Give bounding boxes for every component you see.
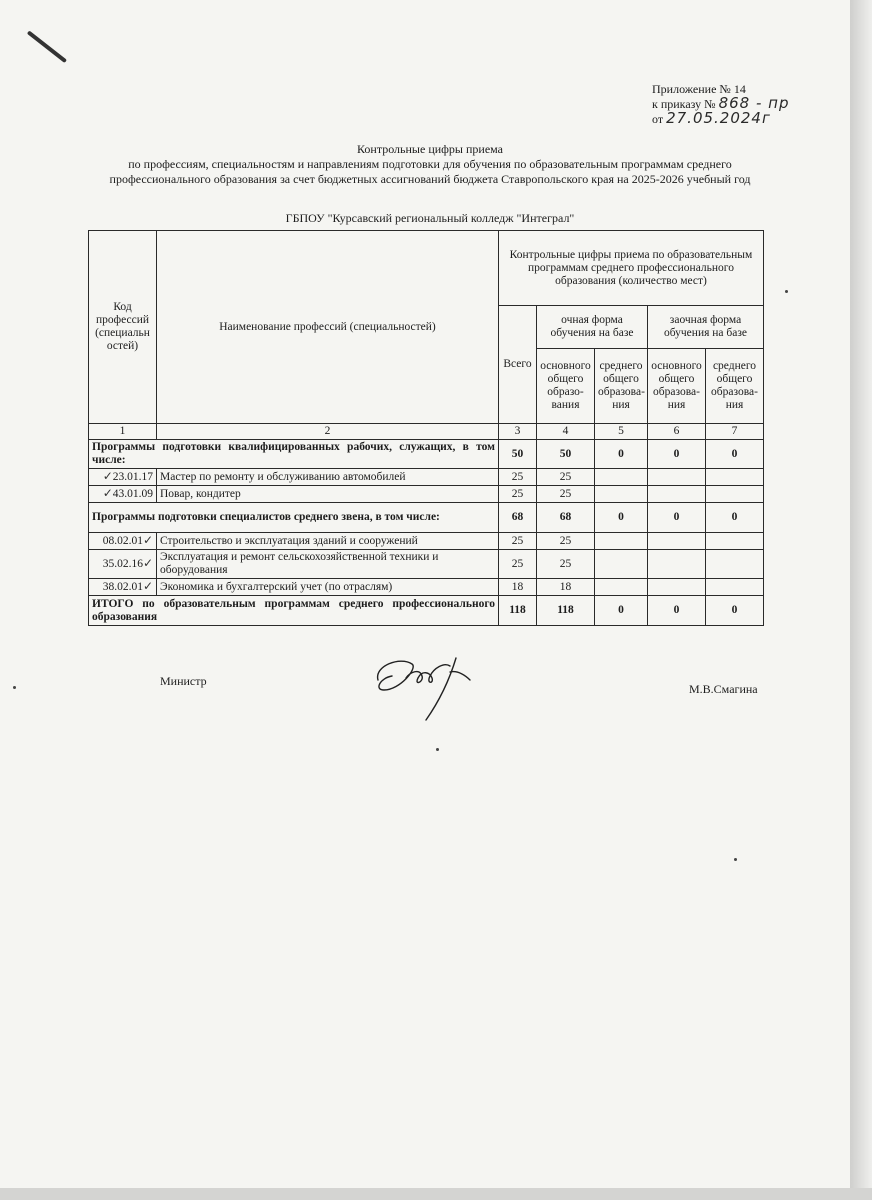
row-empty-cell (595, 550, 648, 579)
column-number: 2 (157, 424, 499, 440)
scan-speck (785, 290, 788, 293)
appendix-number: Приложение № 14 (652, 82, 746, 96)
header-fulltime: очная форма обучения на базе (537, 306, 648, 349)
total-fulltime-secondary: 0 (595, 596, 648, 626)
profession-code (89, 533, 157, 550)
row-empty-cell (706, 486, 764, 503)
header-fulltime-basic: основного общего образо- вания (537, 349, 595, 424)
row-empty-cell (648, 486, 706, 503)
total-parttime-secondary: 0 (706, 596, 764, 626)
group-total: 50 (499, 440, 537, 469)
title-line-2: по профессиям, специальностям и направлениям подготовки для обучения по образовательным программам среднего (128, 157, 732, 171)
row-total: 25 (499, 469, 537, 486)
profession-code (89, 469, 157, 486)
header-code: Код профессий (специальн остей) (89, 231, 157, 424)
check-mark-icon: ✓ (142, 533, 153, 547)
code-text: 43.01.09 (112, 488, 153, 500)
total-all: 118 (499, 596, 537, 626)
group-label: Программы подготовки специалистов среднего звена, в том числе: (89, 503, 499, 533)
header-parttime: заочная форма обучения на базе (648, 306, 764, 349)
row-empty-cell (648, 550, 706, 579)
row-empty-cell (595, 469, 648, 486)
specialty-name: Строительство и эксплуатация зданий и сооружений (157, 533, 499, 550)
profession-code (89, 486, 157, 503)
header-fulltime-secondary: среднего общего образова- ния (595, 349, 648, 424)
row-total: 25 (499, 486, 537, 503)
column-number: 7 (706, 424, 764, 440)
profession-name: Повар, кондитер (157, 486, 499, 503)
check-mark-icon: ✓ (102, 469, 113, 483)
row-fulltime-basic: 25 (537, 533, 595, 550)
specialty-name: Экономика и бухгалтерский учет (по отраслям) (157, 579, 499, 596)
code-text: 23.01.17 (112, 471, 153, 483)
check-mark-icon: ✓ (142, 579, 153, 593)
group-fulltime-basic: 68 (537, 503, 595, 533)
scan-speck (13, 686, 16, 689)
date-prefix: от (652, 112, 664, 126)
header-parttime-basic: основного общего образова- ния (648, 349, 706, 424)
group-fulltime-secondary: 0 (595, 503, 648, 533)
check-mark-icon: ✓ (142, 556, 153, 570)
column-number: 1 (89, 424, 157, 440)
order-number: 868 - пр (718, 94, 790, 112)
row-empty-cell (595, 533, 648, 550)
row-empty-cell (648, 469, 706, 486)
table-row (89, 486, 764, 503)
row-empty-cell (595, 486, 648, 503)
row-total: 25 (499, 533, 537, 550)
column-number: 5 (595, 424, 648, 440)
group-parttime-basic: 0 (648, 503, 706, 533)
code-text: 38.02.01 (102, 581, 143, 593)
total-parttime-basic: 0 (648, 596, 706, 626)
date-line (652, 111, 790, 126)
row-empty-cell (595, 579, 648, 596)
row-empty-cell (706, 469, 764, 486)
group-parttime-secondary: 0 (706, 503, 764, 533)
table-row (89, 533, 764, 550)
signatory-position: Министр (160, 674, 207, 688)
column-number: 4 (537, 424, 595, 440)
group-total: 68 (499, 503, 537, 533)
code-text: 08.02.01 (102, 535, 143, 547)
table-row (89, 469, 764, 486)
row-empty-cell (706, 533, 764, 550)
appendix-block (652, 82, 790, 126)
scan-edge-bottom (0, 1188, 872, 1200)
organization-name: ГБПОУ "Курсавский региональный колледж "Интеграл" (285, 211, 575, 225)
table-row (89, 579, 764, 596)
document-title (90, 142, 770, 187)
group-parttime-secondary: 0 (706, 440, 764, 469)
row-empty-cell (648, 579, 706, 596)
header-parttime-secondary: среднего общего образова- ния (706, 349, 764, 424)
specialty-name: Эксплуатация и ремонт сельскохозяйственной техники и оборудования (157, 550, 499, 579)
table-row (89, 550, 764, 579)
group-label: Программы подготовки квалифицированных рабочих, служащих, в том числе: (89, 440, 499, 469)
row-empty-cell (706, 579, 764, 596)
group-fulltime-secondary: 0 (595, 440, 648, 469)
profession-name: Мастер по ремонту и обслуживанию автомобилей (157, 469, 499, 486)
scan-edge-right (850, 0, 872, 1200)
row-fulltime-basic: 25 (537, 486, 595, 503)
order-prefix: к приказу № (652, 97, 716, 111)
row-empty-cell (706, 550, 764, 579)
order-date: 27.05.2024г (666, 109, 771, 127)
row-total: 25 (499, 550, 537, 579)
column-number: 3 (499, 424, 537, 440)
scan-speck (436, 748, 439, 751)
header-control-figures: Контрольные цифры приема по образовательным программам среднего профессионального образования (количество мест) (499, 231, 764, 306)
handwritten-signature (370, 650, 480, 725)
row-fulltime-basic: 18 (537, 579, 595, 596)
profession-code (89, 579, 157, 596)
row-fulltime-basic: 25 (537, 550, 595, 579)
group-row-specialists (89, 503, 764, 533)
group-parttime-basic: 0 (648, 440, 706, 469)
signatory-name: М.В.Смагина (689, 682, 758, 696)
total-row (89, 596, 764, 626)
column-number-row (89, 424, 764, 440)
row-fulltime-basic: 25 (537, 469, 595, 486)
group-fulltime-basic: 50 (537, 440, 595, 469)
code-text: 35.02.16 (102, 558, 143, 570)
row-empty-cell (648, 533, 706, 550)
column-number: 6 (648, 424, 706, 440)
header-name: Наименование профессий (специальностей) (157, 231, 499, 424)
total-label: ИТОГО по образовательным программам среднего профессионального образования (89, 596, 499, 626)
title-line-1: Контрольные цифры приема (356, 142, 504, 156)
group-row-workers (89, 440, 764, 469)
scan-speck (734, 858, 737, 861)
row-total: 18 (499, 579, 537, 596)
total-fulltime-basic: 118 (537, 596, 595, 626)
header-total: Всего (499, 306, 537, 424)
admission-table (88, 230, 764, 626)
title-line-3: профессионального образования за счет бюджетных ассигнований бюджета Ставропольского края на 2025-2026 учебный год (109, 172, 751, 186)
profession-code (89, 550, 157, 579)
check-mark-icon: ✓ (102, 486, 113, 500)
